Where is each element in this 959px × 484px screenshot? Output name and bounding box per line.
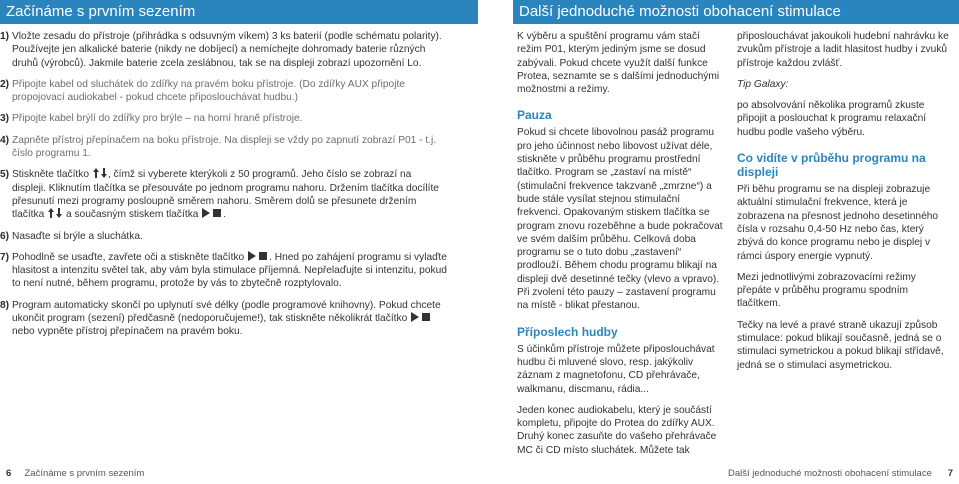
step-2	[0, 78, 447, 105]
step-text: Vložte zesadu do přístroje (přihrádka s odsuvným víkem) 3 ks baterií (podle schématu polarity). Používejte jen alkalické baterie (nikdy ne dobíjecí) a nemíchejte dohromady baterie různých druhů (výrobců). Jakmile baterie zcela zeslábnou, tak se na displeji zobrazí upozornění Lo.	[12, 31, 442, 69]
step-1	[0, 30, 447, 70]
display-heading: Co vidíte v průběhu programu na displeji	[737, 151, 926, 180]
step-7	[0, 251, 447, 291]
step-text-part: . Hned po zahájení programu si vylaďte hlasitost a intenzitu světel tak, aby vám byla stimulace příjemná. Nepřelaďujte si intenzitu, pokud to není nutné, během programu, protože by vás to zbytečně rozptylovalo.	[12, 251, 447, 290]
section-title-left: Začínáme s prvním sezením	[6, 3, 196, 20]
step-text: Připojte kabel od sluchátek do zdířky na pravém boku přístroje. (Do zdířky AUX připojte propojovací audiokabel - pokud chcete připoslouchávat hudbu.)	[12, 78, 405, 104]
display-paragraph-1: Při běhu programu se na displeji zobrazuje aktuální stimulační frekvence, která je zobrazena na přesnost jednoho desetinného čísla v rozsahu 0,4-50 Hz nebo čas, který zbývá do konce programu nebo je displej v rámci úspory energie vypnutý.	[737, 184, 939, 262]
pauza-heading: Pauza	[517, 108, 552, 123]
step-text-part: .	[223, 209, 227, 221]
step-text	[12, 251, 447, 291]
audiokabel-paragraph: Jeden konec audiokabelu, který je součástí kompletu, připojte do Protea do zdířky AUX. Druhý konec zasuňte do vašeho přehrávače MC či CD místo sluchátek. Můžete tak	[517, 404, 717, 456]
play-stop-icon	[248, 251, 268, 261]
display-paragraph-3: Tečky na levé a pravé straně ukazují způsob stimulace: pokud blikají současně, jedná se o stimulaci symetrickou a pokud blikají střídavě, jedná se o stimulaci asymetrickou.	[737, 319, 944, 371]
play-stop-icon	[411, 312, 431, 322]
options-column-left	[517, 30, 723, 465]
display-paragraph-2: Mezi jednotlivými zobrazovacími režimy přepáte v průběhu programu spodním tlačítkem.	[737, 271, 916, 310]
step-number: 3)	[0, 113, 10, 125]
up-down-arrows-icon	[93, 168, 107, 178]
options-column-right	[737, 30, 950, 380]
tip-label: Tip Galaxy:	[737, 78, 789, 90]
page-number-right: 7	[947, 467, 953, 479]
step-3	[0, 112, 447, 125]
footer-title-left: Začínáme s prvním sezením	[24, 467, 145, 479]
step-text: Připojte kabel brýlí do zdířky pro brýle – na horní hraně přístroje.	[12, 113, 303, 125]
step-4	[0, 134, 447, 161]
step-text-part: nebo vypněte přístroj přepínačem na pravém boku.	[12, 326, 243, 338]
step-number: 6)	[0, 230, 10, 242]
footer-right	[728, 467, 953, 480]
section-banner-right	[513, 0, 959, 24]
step-number: 5)	[0, 169, 10, 181]
step-number: 4)	[0, 134, 10, 146]
step-text: Zapněte přístroj přepínačem na boku přístroje. Na displeji se vždy po zapnutí zobrazí P01 - t.j. číslo programu 1.	[12, 134, 437, 160]
step-text-part: a současným stiskem tlačítka	[65, 209, 199, 221]
footer-left	[6, 467, 144, 480]
step-text-part: Program automaticky skončí po uplynutí své délky (podle programové knihovny). Pokud chcete ukončit program (sezení) předčasně (nedoporučujeme!), tak stiskněte několikrát tlačítko	[12, 299, 441, 325]
step-number: 1)	[0, 31, 10, 42]
priposlech-paragraph: S účinkům přístroje můžete připoslouchávat hudbu či mluvené slovo, resp. jakýkoliv záznam z magnetofonu, CD přehrávače, walkmanu, discmanu, rádia...	[517, 343, 715, 395]
steps-column	[0, 30, 447, 347]
step-text	[12, 299, 447, 339]
step-text	[12, 168, 447, 221]
step-number: 7)	[0, 251, 10, 263]
step-6	[0, 230, 447, 243]
tip-paragraph: po absolvování několika programů zkuste připojit a poslouchat k programu relaxační hudbu podle vašeho výběru.	[737, 100, 927, 138]
step-number: 8)	[0, 299, 10, 311]
continued-paragraph: připoslouchávat jakoukoli hudební nahrávku ke zvukům přístroje a ladit hlasitost hudby i zvuků přístroje každou zvlášť.	[737, 31, 949, 69]
step-5	[0, 168, 447, 221]
page-number-left: 6	[6, 467, 12, 479]
step-text: Nasaďte si brýle a sluchátka.	[12, 230, 143, 242]
step-text-part: Stiskněte tlačítko	[12, 169, 90, 181]
up-down-arrows-icon	[48, 208, 62, 218]
step-8	[0, 299, 447, 339]
step-text-part: Pohodlně se usaďte, zavřete oči a stiskněte tlačítko	[12, 251, 245, 263]
step-text-part: , čímž si vyberete kterýkoli z 50 programů. Jeho číslo se zobrazí na displeji. Kliknutím tlačítka se přesouváte po jednom programu nahoru. Držením tlačítka docílíte přesunutí mezi programy posloupně směrem nahoru. Směrem dolů se přesunete držením tlačítka	[12, 169, 439, 221]
play-stop-icon	[202, 208, 222, 218]
footer-title-right: Další jednoduché možnosti obohacení stimulace	[728, 467, 932, 479]
pauza-paragraph: Pokud si chcete libovolnou pasáž programu pro jeho účinnost nebo libovost užívat déle, stiskněte v průběhu programu prostřední tlačítko. Program se „zastaví na místě“ (stimulační frekvence takzvaně „zmrzne“) a bude stále vysílat stejnou stimulační frekvenci. Opakovaným stiskem tlačítka se program znovu rozeběhne a bude pokračovat ve svém dalším průběhu. Celková doba programu se o tuto dobu „zastavení“ prodlouží. Během chodu programu blikají na displeji dvě desetinné tečky (vlevo a vpravo). Při zvolení této pauzy – zastavení programu na místě - blikat přestanou.	[517, 127, 723, 312]
section-title-right: Další jednoduché možnosti obohacení stimulace	[519, 3, 841, 20]
step-number: 2)	[0, 78, 10, 90]
intro-paragraph: K výběru a spuštění programu vám stačí režim P01, kterým jediným jsme se dosud zabývali. Pokud chcete využít další funkce Protea, seznamte se s dalšími jednoduchými možnostmi a režimy.	[517, 31, 720, 96]
section-banner-left	[0, 0, 478, 24]
priposlech-heading: Příposlech hudby	[517, 324, 618, 339]
